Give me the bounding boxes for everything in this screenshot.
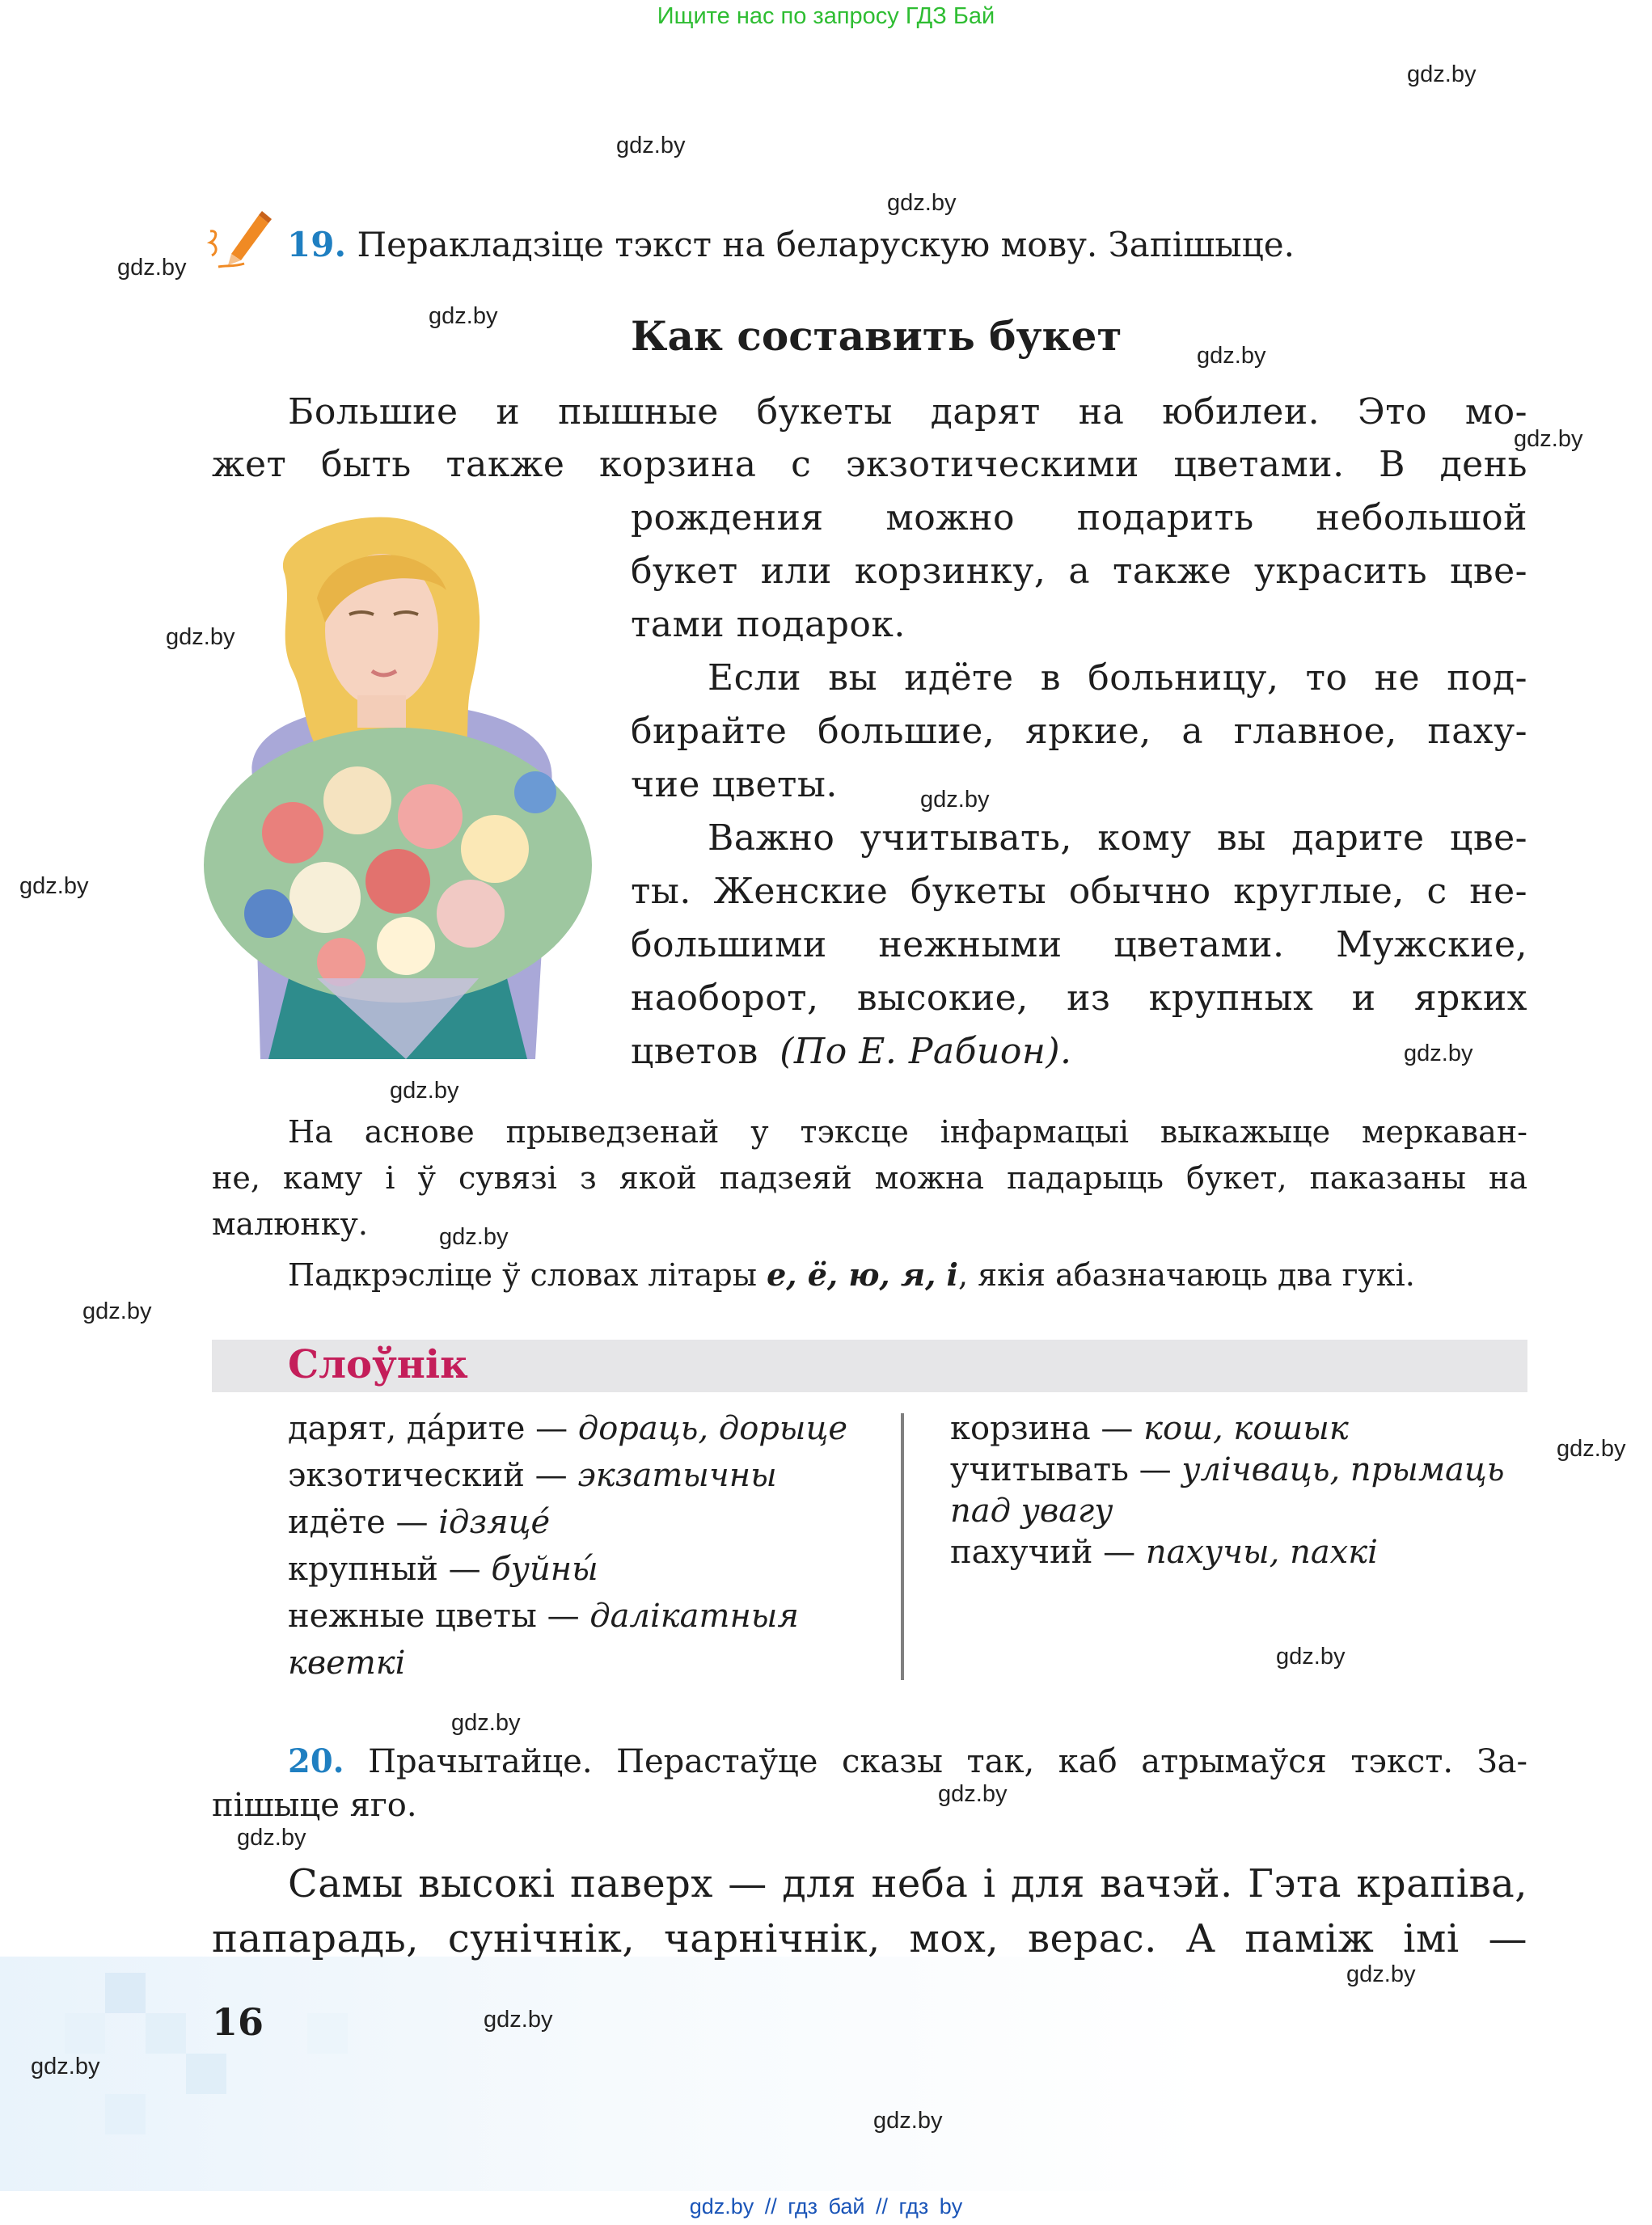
exercise-number: 19. bbox=[287, 225, 347, 264]
watermark: gdz.by bbox=[31, 2054, 100, 2079]
exercise-20-instruction bbox=[288, 1742, 1527, 1780]
watermark: gdz.by bbox=[920, 787, 990, 813]
pencil-icon bbox=[207, 207, 275, 272]
dictionary-entry bbox=[288, 1457, 777, 1494]
dictionary-translation: далікатныя bbox=[589, 1598, 799, 1635]
exercise-text: Прачытайце. Перастаўце сказы так, каб атрымаўся тэкст. За- bbox=[368, 1743, 1527, 1780]
text-line: ты. Женские букеты обычно круглые, с не- bbox=[631, 871, 1527, 912]
watermark: gdz.by bbox=[429, 303, 498, 329]
page-decoration-square bbox=[186, 2054, 226, 2094]
page-decoration-square bbox=[307, 2013, 348, 2054]
text-line: рождения можно подарить небольшой bbox=[631, 497, 1527, 538]
exercise-number: 20. bbox=[288, 1742, 344, 1780]
dictionary-translation: кош, кошык bbox=[1143, 1410, 1349, 1447]
watermark: gdz.by bbox=[938, 1781, 1008, 1807]
dictionary-entry bbox=[288, 1410, 847, 1447]
dictionary-translation: экзатычны bbox=[577, 1457, 777, 1494]
task-line: не, каму і ў сувязі з якой падзеяй можна падарыць букет, паказаны на bbox=[212, 1160, 1527, 1196]
watermark: gdz.by bbox=[1276, 1644, 1346, 1670]
task-text-end: , якія абазначаюць два гукі. bbox=[958, 1257, 1415, 1293]
dictionary-translation: пад увагу bbox=[950, 1492, 1113, 1530]
watermark: gdz.by bbox=[1197, 343, 1266, 369]
task-text: Падкрэсліце ў словах літары bbox=[288, 1257, 757, 1293]
dictionary-translation: дораць, дорыце bbox=[577, 1410, 848, 1447]
page-decoration bbox=[0, 1957, 1213, 2191]
girl-with-bouquet-illustration bbox=[196, 509, 600, 1059]
dictionary-entry bbox=[950, 1410, 1349, 1447]
dictionary-word: пахучий — bbox=[950, 1534, 1136, 1571]
task-letters: е, ё, ю, я, і bbox=[767, 1256, 958, 1293]
dictionary-divider bbox=[901, 1413, 904, 1680]
dictionary-word: учитывать — bbox=[950, 1451, 1172, 1488]
page-decoration-square bbox=[105, 1973, 146, 2013]
text-line: букет или корзинку, а также украсить цве- bbox=[631, 551, 1527, 592]
footer-links[interactable]: gdz.by // гдз бай // гдз by bbox=[689, 2194, 963, 2219]
text-line: Большие и пышные букеты дарят на юбилеи. Это мо- bbox=[288, 391, 1527, 433]
watermark: gdz.by bbox=[1557, 1436, 1626, 1462]
dictionary-entry bbox=[288, 1644, 405, 1682]
task-line-underline bbox=[288, 1256, 1527, 1293]
watermark: gdz.by bbox=[451, 1710, 521, 1736]
dictionary-translation: буйны́ bbox=[491, 1551, 598, 1588]
task-line: малюнку. bbox=[212, 1206, 368, 1242]
dictionary-entry bbox=[288, 1504, 550, 1541]
exercise-20-text-line: Самы высокі паверх — для неба і для вачэй. Гэта крапіва, bbox=[288, 1861, 1527, 1906]
text-line: чие цветы. bbox=[631, 764, 838, 805]
dictionary-word: нежные цветы — bbox=[288, 1598, 580, 1635]
dictionary-word: дарят, да́рите — bbox=[288, 1410, 568, 1447]
text-line: тами подарок. bbox=[631, 604, 906, 645]
dictionary-word: экзотический — bbox=[288, 1457, 568, 1494]
dictionary-entry bbox=[950, 1451, 1505, 1488]
dictionary-word: корзина — bbox=[950, 1410, 1134, 1447]
dictionary-word: идёте — bbox=[288, 1504, 429, 1541]
page-decoration-square bbox=[65, 2013, 105, 2054]
text-line: Важно учитывать, кому вы дарите цве- bbox=[708, 817, 1527, 859]
dictionary-word: крупный — bbox=[288, 1551, 481, 1588]
text-fragment: цветов bbox=[631, 1031, 758, 1072]
watermark: gdz.by bbox=[439, 1224, 509, 1250]
text-line: бирайте большие, яркие, а главное, паху- bbox=[631, 711, 1527, 752]
text-heading: Как составить букет bbox=[631, 312, 1122, 360]
watermark: gdz.by bbox=[1346, 1961, 1416, 1987]
watermark: gdz.by bbox=[237, 1825, 306, 1851]
watermark: gdz.by bbox=[166, 624, 235, 650]
watermark: gdz.by bbox=[82, 1298, 152, 1324]
text-line: наоборот, высокие, из крупных и ярких bbox=[631, 977, 1527, 1019]
text-line-last bbox=[631, 1031, 1527, 1072]
dictionary-entry bbox=[288, 1598, 799, 1635]
watermark: gdz.by bbox=[19, 873, 89, 899]
exercise-text: Перакладзіце тэкст на беларускую мову. Запішыце. bbox=[357, 225, 1295, 264]
watermark: gdz.by bbox=[873, 2108, 943, 2134]
watermark: gdz.by bbox=[1404, 1041, 1473, 1066]
page-decoration-square bbox=[146, 2013, 186, 2054]
dictionary-entry bbox=[288, 1551, 598, 1588]
text-line: большими нежными цветами. Мужские, bbox=[631, 924, 1527, 965]
watermark: gdz.by bbox=[484, 2007, 553, 2033]
text-source: (По Е. Рабион). bbox=[780, 1031, 1072, 1072]
dictionary-translation: кветкі bbox=[288, 1644, 406, 1682]
search-banner[interactable]: Ищите нас по запросу ГДЗ Бай bbox=[657, 3, 995, 29]
dictionary-entry bbox=[950, 1492, 1113, 1530]
watermark: gdz.by bbox=[1514, 426, 1583, 452]
watermark: gdz.by bbox=[390, 1078, 459, 1104]
watermark: gdz.by bbox=[1407, 61, 1477, 87]
dictionary-translation: улічваць, прымаць bbox=[1181, 1451, 1505, 1488]
text-line: жет быть также корзина с экзотическими цветами. В день bbox=[212, 444, 1527, 485]
watermark: gdz.by bbox=[117, 255, 187, 281]
text-line: Если вы идёте в больницу, то не под- bbox=[708, 657, 1527, 699]
watermark: gdz.by bbox=[887, 190, 957, 216]
exercise-20-text-line: папарадь, сунічнік, чарнічнік, мох, верас. А паміж імі — bbox=[212, 1916, 1527, 1961]
watermark: gdz.by bbox=[616, 133, 686, 158]
dictionary-translation: ідзяце́ bbox=[438, 1504, 551, 1541]
exercise-20-instruction-line2: пішыце яго. bbox=[212, 1787, 417, 1824]
page-decoration-square bbox=[105, 2094, 146, 2134]
dictionary-title: Слоўнік bbox=[288, 1342, 468, 1387]
exercise-19-instruction bbox=[287, 225, 1295, 264]
task-line: На аснове прыведзенай у тэксце інфармацыі выкажыце меркаван- bbox=[288, 1114, 1527, 1150]
dictionary-translation: пахучы, пахкі bbox=[1145, 1534, 1378, 1571]
page-number: 16 bbox=[212, 2000, 264, 2044]
dictionary-entry bbox=[950, 1534, 1378, 1571]
